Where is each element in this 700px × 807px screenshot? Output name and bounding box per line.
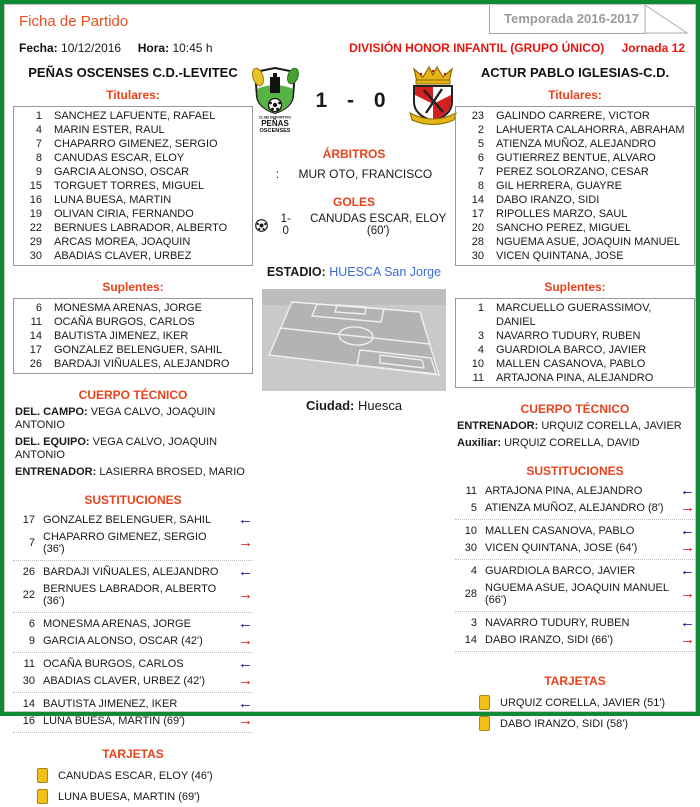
away-cards-list — [453, 692, 697, 734]
player-name: NGUEMA ASUE, JOAQUIN MANUEL (66') — [485, 582, 669, 606]
home-cuerpo-header: CUERPO TÉCNICO — [78, 388, 188, 402]
player-number: 30 — [22, 675, 35, 687]
player-name: CHAPARRO GIMENEZ, SERGIO — [54, 138, 218, 150]
player-name: NAVARRO TUDURY, RUBEN — [485, 617, 630, 629]
player-name: BAUTISTA JIMENEZ, IKER — [43, 698, 178, 710]
staff-name: VEGA CALVO, JOAQUIN ANTONIO — [15, 436, 218, 461]
substitution-row — [13, 655, 253, 672]
stadium-field-image — [262, 289, 446, 394]
page-title: Ficha de Partido — [19, 13, 129, 30]
player-row — [456, 221, 694, 235]
player-number: 29 — [29, 236, 42, 248]
card-row — [453, 692, 697, 713]
substitution-row — [13, 632, 253, 653]
away-suplentes-header: Suplentes: — [544, 280, 606, 294]
away-sustituciones-header: SUSTITUCIONES — [526, 464, 624, 478]
goals-list — [255, 213, 453, 237]
player-row — [14, 137, 252, 151]
substitution-row — [13, 672, 253, 693]
player-number: 14 — [464, 634, 477, 646]
player-row — [14, 109, 252, 123]
player-row — [456, 249, 694, 263]
substitution-arrow-icon: → — [680, 499, 695, 516]
player-row — [14, 165, 252, 179]
staff-row — [457, 420, 693, 433]
player-row — [456, 235, 694, 249]
away-team-name: ACTUR PABLO IGLESIAS-C.D. — [480, 65, 670, 80]
referee-row — [255, 167, 453, 181]
player-name: GUARDIOLA BARCO, JAVIER — [485, 565, 636, 577]
player-number: 19 — [29, 208, 42, 220]
player-number: 16 — [29, 194, 42, 206]
substitution-row — [13, 615, 253, 632]
player-number: 14 — [29, 330, 42, 342]
player-number: 28 — [471, 236, 484, 248]
staff-name: LASIERRA BROSED, MARIO — [99, 466, 245, 478]
division-name: DIVISIÓN HONOR INFANTIL (GRUPO ÚNICO) — [349, 41, 605, 55]
player-name: VICEN QUINTANA, JOSE — [496, 250, 624, 262]
player-name: ARTAJONA PINA, ALEJANDRO — [485, 485, 643, 497]
substitution-arrow-icon: ← — [238, 615, 253, 632]
player-row — [14, 193, 252, 207]
substitution-row — [13, 511, 253, 528]
player-name: BERNUES LABRADOR, ALBERTO (36') — [43, 583, 217, 607]
player-name: CANUDAS ESCAR, ELOY — [54, 152, 185, 164]
player-row — [456, 357, 694, 371]
player-number: 22 — [22, 589, 35, 601]
player-number: 8 — [477, 180, 484, 192]
substitution-row — [13, 712, 253, 733]
svg-text:PEÑAS: PEÑAS — [261, 119, 290, 128]
player-name: MARIN ESTER, RAUL — [54, 124, 165, 136]
player-number: 3 — [477, 330, 484, 342]
player-number: 1 — [477, 302, 484, 314]
player-row — [456, 179, 694, 193]
player-number: 17 — [22, 514, 35, 526]
substitution-arrow-icon: → — [238, 632, 253, 649]
referee-prefix: : — [275, 167, 280, 181]
ciudad-label: Ciudad: — [305, 398, 355, 413]
player-row — [456, 343, 694, 357]
player-row — [456, 151, 694, 165]
player-name: TORGUET TORRES, MIGUEL — [54, 180, 205, 192]
carded-player-name: LUNA BUESA, MARTIN (69') — [58, 790, 200, 803]
substitution-row — [13, 695, 253, 712]
ciudad-value: Huesca — [357, 398, 403, 413]
player-name: DABO IRANZO, SIDI (66') — [485, 634, 614, 646]
player-name: NAVARRO TUDURY, RUBEN — [496, 330, 641, 342]
player-row — [14, 343, 252, 357]
referee-name: MUR OTO, FRANCISCO — [298, 167, 433, 181]
player-number: 1 — [35, 110, 42, 122]
player-row — [14, 207, 252, 221]
staff-row — [15, 406, 251, 432]
player-number: 2 — [477, 124, 484, 136]
card-row — [11, 786, 255, 807]
score-row — [255, 65, 453, 133]
away-suplentes-list — [455, 298, 695, 388]
player-number: 6 — [477, 152, 484, 164]
player-number: 30 — [29, 250, 42, 262]
staff-row — [15, 466, 251, 479]
player-number: 7 — [28, 537, 35, 549]
hora-label: Hora: — [137, 41, 170, 55]
substitution-row — [455, 499, 695, 520]
player-number: 4 — [35, 124, 42, 136]
home-titulares-list — [13, 106, 253, 266]
player-row — [14, 151, 252, 165]
player-name: MARCUELLO GUERASSIMOV, DANIEL — [496, 302, 652, 328]
card-row — [453, 713, 697, 734]
player-name: LAHUERTA CALAHORRA, ABRAHAM — [496, 124, 685, 136]
staff-row — [15, 436, 251, 462]
substitution-arrow-icon: → — [238, 586, 253, 603]
player-name: ARCAS MOREA, JOAQUIN — [54, 236, 191, 248]
player-number: 30 — [464, 542, 477, 554]
competition-info — [349, 41, 685, 55]
staff-role: DEL. EQUIPO: — [15, 436, 90, 448]
home-suplentes-list — [13, 298, 253, 374]
away-titulares-header: Titulares: — [548, 88, 602, 102]
player-row — [14, 301, 252, 315]
player-row — [456, 193, 694, 207]
player-name: GUTIERREZ BENTUE, ALVARO — [496, 152, 656, 164]
player-row — [456, 371, 694, 385]
substitution-row — [455, 579, 695, 612]
home-suplentes-header: Suplentes: — [102, 280, 164, 294]
player-row — [14, 123, 252, 137]
player-number: 4 — [470, 565, 477, 577]
player-number: 5 — [477, 138, 484, 150]
carded-player-name: CANUDAS ESCAR, ELOY (46') — [58, 769, 213, 782]
player-number: 23 — [471, 110, 484, 122]
substitution-row — [455, 562, 695, 579]
jornada-label: Jornada 12 — [621, 41, 685, 55]
match-score: 1 - 0 — [315, 89, 393, 112]
away-substitutions-list — [455, 482, 695, 652]
player-number: 30 — [471, 250, 484, 262]
player-number: 15 — [29, 180, 42, 192]
substitution-row — [13, 563, 253, 580]
player-name: RIPOLLES MARZO, SAUL — [496, 208, 628, 220]
substitution-row — [455, 522, 695, 539]
player-number: 5 — [470, 502, 477, 514]
player-number: 7 — [35, 138, 42, 150]
player-number: 26 — [29, 358, 42, 370]
player-number: 11 — [472, 372, 484, 384]
player-number: 22 — [29, 222, 42, 234]
player-number: 4 — [477, 344, 484, 356]
player-name: ATIENZA MUÑOZ, ALEJANDRO (8') — [485, 502, 664, 514]
player-number: 6 — [35, 302, 42, 314]
stadium-link[interactable]: HUESCA San Jorge — [329, 265, 442, 279]
substitution-arrow-icon: → — [680, 539, 695, 556]
player-name: ABADIAS CLAVER, URBEZ — [54, 250, 192, 262]
player-number: 6 — [28, 618, 35, 630]
substitution-arrow-icon: ← — [238, 563, 253, 580]
substitution-row — [455, 631, 695, 652]
substitution-arrow-icon: ← — [680, 522, 695, 539]
player-name: SANCHO PEREZ, MIGUEL — [496, 222, 632, 234]
goal-row — [255, 213, 453, 237]
goles-header: GOLES — [332, 195, 375, 209]
player-name: MONESMA ARENAS, JORGE — [54, 302, 202, 314]
player-name: MALLEN CASANOVA, PABLO — [496, 358, 646, 370]
yellow-card-icon — [37, 768, 48, 783]
arbitros-header: ÁRBITROS — [322, 147, 386, 161]
player-number: 9 — [35, 166, 42, 178]
substitution-row — [455, 482, 695, 499]
player-name: SANCHEZ LAFUENTE, RAFAEL — [54, 110, 216, 122]
match-info-row — [11, 39, 689, 59]
player-row — [456, 137, 694, 151]
substitution-row — [455, 614, 695, 631]
away-staff-list — [457, 420, 693, 450]
player-row — [14, 179, 252, 193]
player-name: DABO IRANZO, SIDI — [496, 194, 600, 206]
player-row — [456, 109, 694, 123]
fecha-value: 10/12/2016 — [61, 41, 122, 55]
player-number: 14 — [22, 698, 35, 710]
player-number: 17 — [29, 344, 42, 356]
player-row — [456, 329, 694, 343]
substitution-arrow-icon: → — [680, 585, 695, 602]
yellow-card-icon — [479, 695, 490, 710]
player-number: 20 — [471, 222, 484, 234]
staff-role: ENTRENADOR: — [15, 466, 97, 478]
player-number: 26 — [22, 566, 35, 578]
player-row — [456, 165, 694, 179]
player-number: 7 — [477, 166, 484, 178]
staff-role: Auxiliar: — [457, 437, 502, 449]
player-name: ATIENZA MUÑOZ, ALEJANDRO — [496, 138, 656, 150]
substitution-arrow-icon: → — [238, 672, 253, 689]
player-number: 10 — [471, 358, 484, 370]
home-staff-list — [15, 406, 251, 479]
player-name: LUNA BUESA, MARTIN — [54, 194, 172, 206]
staff-role: DEL. CAMPO: — [15, 406, 88, 418]
substitution-arrow-icon: → — [680, 631, 695, 648]
player-row — [456, 301, 694, 329]
substitution-row — [13, 580, 253, 613]
substitution-arrow-icon: ← — [680, 482, 695, 499]
player-name: BAUTISTA JIMENEZ, IKER — [54, 330, 189, 342]
substitution-row — [455, 539, 695, 560]
fecha-label: Fecha: — [19, 41, 58, 55]
carded-player-name: URQUIZ CORELLA, JAVIER (51') — [500, 696, 666, 709]
player-number: 11 — [465, 485, 477, 497]
player-name: ABADIAS CLAVER, URBEZ (42') — [43, 675, 206, 687]
player-number: 10 — [464, 525, 477, 537]
card-row — [11, 765, 255, 786]
player-name: GALINDO CARRERE, VICTOR — [496, 110, 650, 122]
tab-fold-corner-icon — [645, 5, 689, 34]
city-row — [255, 398, 453, 413]
soccer-ball-icon — [255, 219, 268, 232]
player-name: GONZALEZ BELENGUER, SAHIL — [43, 514, 212, 526]
svg-text:OSCENSES: OSCENSES — [259, 128, 292, 134]
substitution-arrow-icon: ← — [238, 695, 253, 712]
player-name: LUNA BUESA, MARTIN (69') — [43, 715, 185, 727]
player-row — [456, 123, 694, 137]
player-number: 9 — [28, 635, 35, 647]
player-row — [456, 207, 694, 221]
player-name: BARDAJI VIÑUALES, ALEJANDRO — [54, 358, 230, 370]
stadium-row — [255, 265, 453, 279]
player-number: 11 — [23, 658, 35, 670]
home-team-name: PEÑAS OSCENSES C.D.-LEVITEC — [28, 65, 238, 80]
player-number: 3 — [470, 617, 477, 629]
player-row — [14, 235, 252, 249]
home-sustituciones-header: SUSTITUCIONES — [84, 493, 182, 507]
yellow-card-icon — [37, 789, 48, 804]
player-name: OCAÑA BURGOS, CARLOS — [54, 316, 195, 328]
substitution-arrow-icon: ← — [238, 655, 253, 672]
away-titulares-list — [455, 106, 695, 266]
home-team-column — [11, 63, 255, 807]
player-name: GUARDIOLA BARCO, JAVIER — [496, 344, 647, 356]
main-columns — [11, 63, 695, 807]
player-row — [14, 221, 252, 235]
hora-value: 10:45 h — [172, 41, 213, 55]
player-name: GONZALEZ BELENGUER, SAHIL — [54, 344, 223, 356]
substitution-arrow-icon: → — [238, 712, 253, 729]
goal-scorer: CANUDAS ESCAR, ELOY (60') — [310, 213, 447, 237]
away-cuerpo-header: CUERPO TÉCNICO — [520, 402, 630, 416]
player-row — [14, 249, 252, 263]
player-number: 8 — [35, 152, 42, 164]
player-number: 16 — [22, 715, 35, 727]
player-name: NGUEMA ASUE, JOAQUIN MANUEL — [496, 236, 680, 248]
content-area — [4, 4, 696, 803]
player-number: 11 — [30, 316, 42, 328]
player-number: 14 — [471, 194, 484, 206]
season-tab[interactable] — [489, 5, 689, 34]
substitution-arrow-icon: ← — [680, 614, 695, 631]
carded-player-name: DABO IRANZO, SIDI (58') — [500, 717, 629, 730]
player-name: OCAÑA BURGOS, CARLOS — [43, 658, 184, 670]
staff-role: ENTRENADOR: — [457, 420, 539, 432]
player-name: BERNUES LABRADOR, ALBERTO — [54, 222, 228, 234]
player-row — [14, 329, 252, 343]
date-time — [19, 41, 213, 55]
player-name: CHAPARRO GIMENEZ, SERGIO (36') — [43, 531, 207, 555]
player-name: PEREZ SOLORZANO, CESAR — [496, 166, 649, 178]
goal-score: 1-0 — [280, 213, 291, 237]
home-team-crest-icon — [245, 65, 305, 133]
player-number: 17 — [471, 208, 484, 220]
home-substitutions-list — [13, 511, 253, 733]
player-number: 28 — [464, 588, 477, 600]
substitution-arrow-icon: ← — [238, 511, 253, 528]
player-name: BARDAJI VIÑUALES, ALEJANDRO — [43, 566, 219, 578]
player-name: GARCIA ALONSO, OSCAR (42') — [43, 635, 203, 647]
yellow-card-icon — [479, 716, 490, 731]
substitution-row — [13, 528, 253, 561]
player-row — [14, 315, 252, 329]
player-name: GARCIA ALONSO, OSCAR — [54, 166, 190, 178]
player-name: GIL HERRERA, GUAYRE — [496, 180, 622, 192]
player-name: ARTAJONA PINA, ALEJANDRO — [496, 372, 654, 384]
season-tab-label[interactable]: Temporada 2016-2017 — [489, 5, 645, 34]
player-name: MALLEN CASANOVA, PABLO — [485, 525, 635, 537]
substitution-arrow-icon: → — [238, 534, 253, 551]
center-column — [255, 63, 453, 807]
svg-text:CLUB DEPORTIVO: CLUB DEPORTIVO — [259, 115, 292, 120]
home-titulares-header: Titulares: — [106, 88, 160, 102]
away-team-column — [453, 63, 697, 807]
player-name: VICEN QUINTANA, JOSE (64') — [485, 542, 638, 554]
substitution-arrow-icon: ← — [680, 562, 695, 579]
staff-name: URQUIZ CORELLA, DAVID — [504, 437, 640, 449]
player-name: MONESMA ARENAS, JORGE — [43, 618, 191, 630]
home-cards-list — [11, 765, 255, 807]
staff-name: URQUIZ CORELLA, JAVIER — [541, 420, 682, 432]
player-row — [14, 357, 252, 371]
estadio-label: ESTADIO: — [266, 265, 326, 279]
player-name: OLIVAN CIRIA, FERNANDO — [54, 208, 194, 220]
away-tarjetas-header: TARJETAS — [544, 674, 606, 688]
staff-name: VEGA CALVO, JOAQUIN ANTONIO — [15, 406, 216, 431]
header-bar — [11, 5, 689, 37]
staff-row — [457, 437, 693, 450]
home-tarjetas-header: TARJETAS — [102, 747, 164, 761]
